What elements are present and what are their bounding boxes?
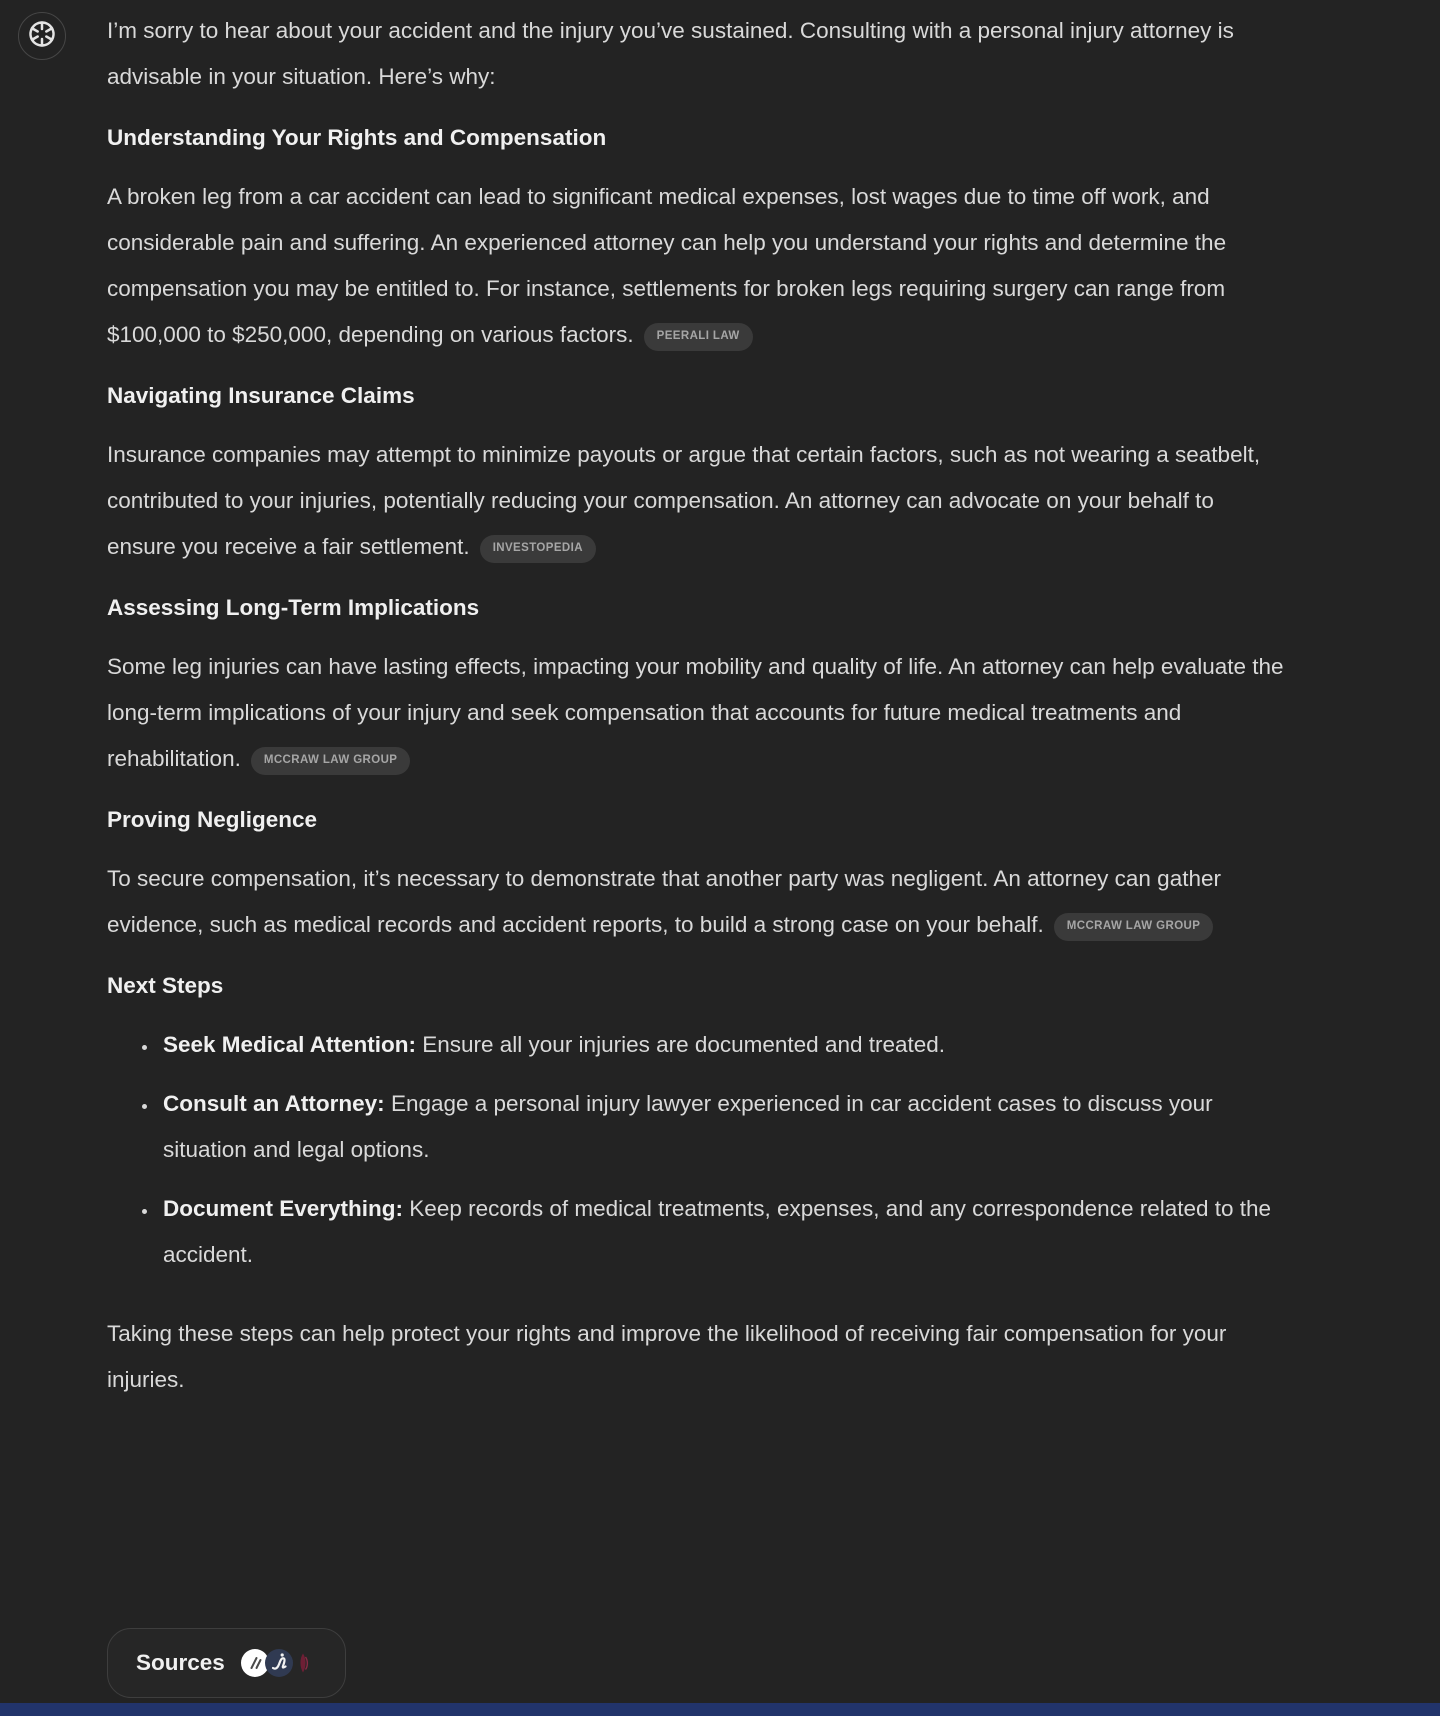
sources-favicons (241, 1649, 317, 1677)
bullet-label: Consult an Attorney: (163, 1091, 385, 1116)
assistant-avatar (18, 12, 66, 60)
citation-badge-investopedia[interactable]: INVESTOPEDIA (480, 535, 596, 563)
message-intro: I’m sorry to hear about your accident and the injury you’ve sustained. Consulting with a personal injury attorney is advisable in your situation. Here’s why: (107, 18, 1234, 89)
assistant-message (107, 0, 1287, 1418)
bullet-label: Seek Medical Attention: (163, 1032, 416, 1057)
paragraph-text: Some leg injuries can have lasting effects, impacting your mobility and quality of life. An attorney can help evaluate the long-term implications of your injury and seek compensation that accounts for future medical treatments and rehabilitation. (107, 654, 1284, 771)
section-paragraph-negligence (107, 856, 1287, 948)
next-steps-list (107, 1022, 1287, 1278)
bottom-strip (0, 1703, 1440, 1716)
citation-badge-mccraw-1[interactable]: MCCRAW LAW GROUP (251, 747, 411, 775)
section-heading-longterm: Assessing Long-Term Implications (107, 595, 480, 620)
closing-paragraph: Taking these steps can help protect your rights and improve the likelihood of receiving fair compensation for your injuries. (107, 1321, 1227, 1392)
bullet-text: Ensure all your injuries are documented and treated. (422, 1032, 946, 1057)
openai-logo-icon (28, 20, 56, 53)
bullet-text: Keep records of medical treatments, expenses, and any correspondence related to the accident. (163, 1196, 1272, 1267)
section-paragraph-rights (107, 174, 1287, 358)
section-heading-insurance: Navigating Insurance Claims (107, 383, 415, 408)
citation-badge-mccraw-2[interactable]: MCCRAW LAW GROUP (1054, 913, 1214, 941)
bullet-text: Engage a personal injury lawyer experienced in car accident cases to discuss your situation and legal options. (163, 1091, 1213, 1162)
paragraph-text: A broken leg from a car accident can lead to significant medical expenses, lost wages due to time off work, and considerable pain and suffering. An experienced attorney can help you understand your rights and determine the compensation you may be entitled to. For instance, settlements for broken legs requiring surgery can range from $100,000 to $250,000, depending on various factors. (107, 184, 1227, 347)
section-paragraph-insurance (107, 432, 1287, 570)
section-paragraph-longterm (107, 644, 1287, 782)
section-heading-rights: Understanding Your Rights and Compensation (107, 125, 607, 150)
paragraph-text: Insurance companies may attempt to minimize payouts or argue that certain factors, such as not wearing a seatbelt, contributed to your injuries, potentially reducing your compensation. An attorney can advocate on your behalf to ensure you receive a fair settlement. (107, 442, 1261, 559)
paragraph-text: To secure compensation, it’s necessary to demonstrate that another party was negligent. An attorney can gather evidence, such as medical records and accident reports, to build a strong case on your behalf. (107, 866, 1221, 937)
sources-label: Sources (136, 1650, 225, 1675)
bullet-label: Document Everything: (163, 1196, 404, 1221)
section-heading-negligence: Proving Negligence (107, 807, 318, 832)
list-item (159, 1186, 1287, 1278)
sources-button[interactable] (107, 1628, 346, 1698)
mccraw-law-group-favicon (289, 1649, 317, 1677)
sources-row (107, 1628, 346, 1698)
list-item (159, 1022, 1287, 1068)
list-item (159, 1081, 1287, 1173)
section-heading-next-steps: Next Steps (107, 973, 224, 998)
citation-badge-peerali[interactable]: PEERALI LAW (644, 323, 753, 351)
